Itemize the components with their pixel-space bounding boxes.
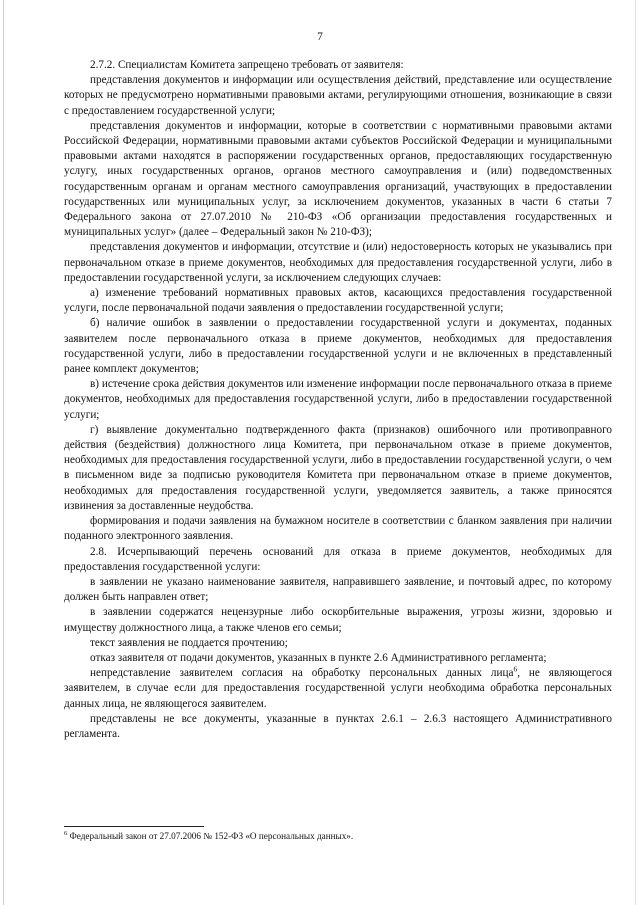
paragraph: формирования и подачи заявления на бумажном носителе в соответствии с бланком заявления при наличии поданного электронного заявления. (64, 515, 612, 543)
list-item-b: б) наличие ошибок в заявлении о предоставлении государственной услуги и документах, поданных заявителем после первоначального отказа в приеме документов, необходимых для предоставления государственной услуги, либо в предоставлении государственной услуги и не включенных в представленный ранее комплект документов; (64, 317, 612, 376)
scan-edge-left (3, 0, 4, 905)
list-item-g: г) выявление документально подтвержденного факта (признаков) ошибочного или противоправного действия (бездействия) должностного лица Комитета, при первоначальном отказе в приеме документов, необходимых для предоставления государственной услуги, либо в предоставлении государственной услуги, о чем в письменном виде за подписью руководителя Комитета при первоначальном отказе в приеме документов, необходимых для предоставления государственной услуги, уведомляется заявитель, а также приносятся извинения за доставленные неудобства. (64, 423, 612, 512)
refusal-ground: отказ заявителя от подачи документов, указанных в пункте 2.6 Административного регламента; (90, 651, 547, 664)
refusal-ground: представлены не все документы, указанные в пунктах 2.6.1 – 2.6.3 настоящего Административного регламента. (64, 712, 612, 740)
footnote-divider (64, 826, 204, 827)
list-item-v: в) истечение срока действия документов или изменение информации после первоначального отказа в приеме документов, необходимых для предоставления государственной услуги, либо в предоставлении государственной услуги; (64, 378, 612, 421)
list-item-a: а) изменение требований нормативных правовых актов, касающихся предоставления государственной услуги, после первоначальной подачи заявления о предоставлении государственной услуги; (64, 287, 612, 315)
consent-text-before: непредставление заявителем согласия на обработку персональных данных лица (90, 667, 514, 680)
paragraph: представления документов и информации, отсутствие и (или) недостоверность которых не указывались при первоначальном отказе в приеме документов, необходимых для предоставления государственной услуги, либо в предоставлении государственной услуги, за исключением следующих случаев: (64, 241, 612, 284)
paragraph: представления документов и информации или осуществления действий, представление или осуществление которых не предусмотрено нормативными правовыми актами, регулирующими отношения, возникающие в связи с предоставлением государственной услуги; (64, 74, 612, 117)
refusal-ground: текст заявления не поддается прочтению; (90, 636, 288, 649)
paragraph-2-7-2: 2.7.2. Специалистам Комитета запрещено требовать от заявителя: (90, 59, 404, 71)
consent-text-after: , не являющегося заявителем, в случае если для предоставления государственной услуги необходима обработка персональных данных лица, не являющегося заявителем. (64, 667, 613, 710)
scan-edge-right (635, 0, 636, 905)
paragraph: представления документов и информации, которые в соответствии с нормативными правовыми актами Российской Федерации, нормативными правовыми актами субъектов Российской Федерации и муниципальными правовыми актами находятся в распоряжении государственных органов, предоставляющих государственную услугу, иных государственных органов, органов местного самоуправления и (или) подведомственных государственным органам и органам местного самоуправления организаций, участвующих в предоставлении государственных или муниципальных услуг, за исключением документов, указанных в части 6 статьи 7 Федерального закона от 27.07.2010 № 210-ФЗ «Об организации предоставления государственных и муниципальных услуг» (далее – Федеральный закон № 210-ФЗ); (64, 119, 612, 239)
paragraph-2-8: 2.8. Исчерпывающий перечень оснований для отказа в приеме документов, необходимых для предоставления государственной услуги: (64, 545, 612, 573)
refusal-ground: в заявлении содержатся нецензурные либо оскорбительные выражения, угрозы жизни, здоровью и имуществу должностного лица, а также членов его семьи; (64, 606, 612, 634)
document-body (64, 58, 612, 742)
footnote (64, 830, 612, 842)
footnote-text: Федеральный закон от 27.07.2006 № 152-ФЗ «О персональных данных». (69, 831, 354, 841)
refusal-ground: в заявлении не указано наименование заявителя, направившего заявление, и почтовый адрес, по которому должен быть направлен ответ; (64, 575, 612, 604)
page-number: 7 (317, 31, 323, 43)
footnote-marker: 6 (64, 829, 68, 837)
footnote-reference[interactable]: 6 (513, 664, 518, 674)
refusal-ground-consent (64, 666, 612, 712)
